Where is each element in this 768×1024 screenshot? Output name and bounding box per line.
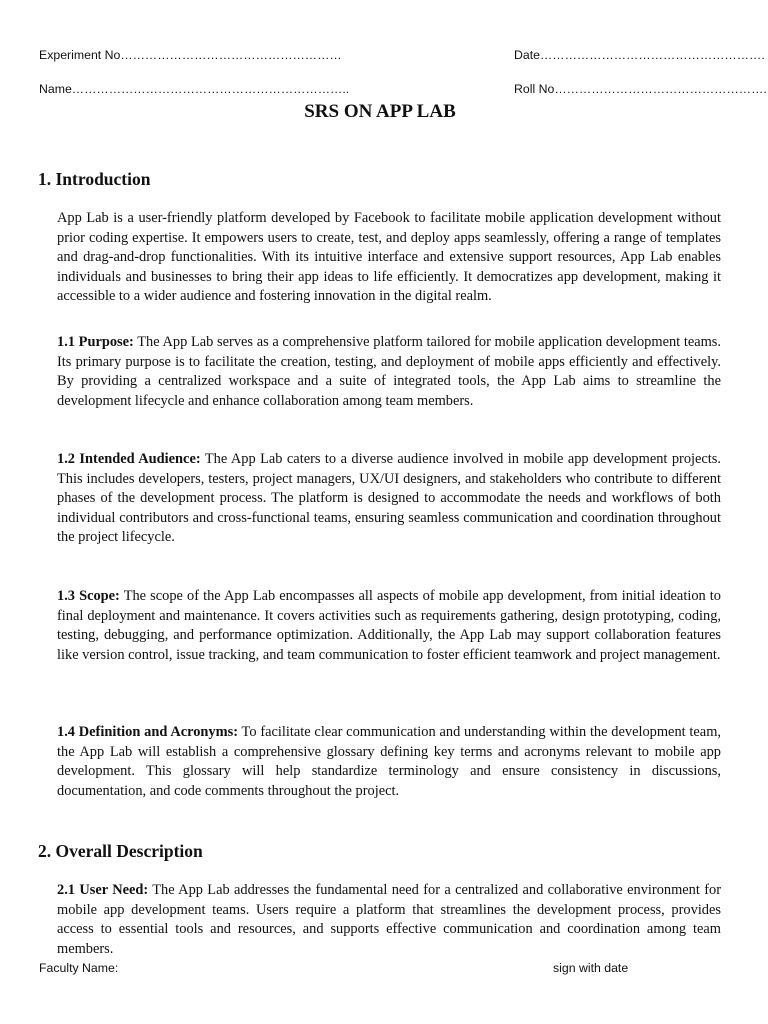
faculty-name-field: Faculty Name: [39, 961, 119, 975]
roll-number-field: Roll No……………………………………………. [514, 82, 767, 96]
intended-audience-label: 1.2 Intended Audience: [57, 451, 201, 467]
section-heading-overall-description: 2. Overall Description [38, 841, 203, 861]
scope-text: The scope of the App Lab encompasses all aspects of mobile app development, from initial ideation to final deployment and maintenance. It covers activities such as requirements gathering, design prototyping, coding, testing, debugging, and performance optimization. Additionally, the App Lab may support collaboration features like version control, issue tracking, and team communication to foster efficient teamwork and project management. [57, 588, 721, 663]
purpose-paragraph [57, 333, 721, 411]
definitions-text: To facilitate clear communication and understanding within the development team, the App Lab will establish a comprehensive glossary defining key terms and acronyms relevant to mobile app development. This glossary will help standardize terminology and ensure consistency in discussions, documentation, and code comments throughout the project. [57, 724, 721, 799]
definitions-label: 1.4 Definition and Acronyms: [57, 724, 239, 740]
sign-with-date-field: sign with date [553, 961, 629, 975]
document-title: SRS ON APP LAB [304, 101, 456, 122]
date-field: Date………………………………………………. [514, 48, 765, 62]
name-field: Name………………………………………………………….. [39, 82, 350, 96]
experiment-number-field: Experiment No……………………………………………… [39, 48, 342, 62]
user-need-label: 2.1 User Need: [57, 882, 149, 898]
introduction-paragraph: App Lab is a user-friendly platform developed by Facebook to facilitate mobile application development without prior coding expertise. It empowers users to create, test, and deploy apps seamlessly, offering a range of templates and drag-and-drop functionalities. With its intuitive interface and extensive support resources, App Lab enables individuals and businesses to bring their app ideas to life efficiently. It democratizes app development, making it accessible to a wider audience and fostering innovation in the digital realm. [57, 210, 721, 304]
scope-paragraph [57, 587, 721, 665]
purpose-label: 1.1 Purpose: [57, 334, 134, 350]
user-need-paragraph [57, 881, 721, 959]
definitions-paragraph [57, 723, 721, 801]
purpose-text: The App Lab serves as a comprehensive platform tailored for mobile application development teams. Its primary purpose is to facilitate the creation, testing, and deployment of mobile apps efficiently and effectively. By providing a centralized workspace and a suite of integrated tools, the App Lab aims to streamline the development lifecycle and enhance collaboration among team members. [57, 334, 721, 409]
user-need-text: The App Lab addresses the fundamental need for a centralized and collaborative environment for mobile app development teams. Users require a platform that streamlines the development process, provides access to essential tools and resources, and supports effective communication and coordination among team members. [57, 882, 721, 957]
intended-audience-paragraph [57, 450, 721, 548]
section-heading-introduction: 1. Introduction [38, 169, 151, 189]
intended-audience-text: The App Lab caters to a diverse audience involved in mobile app development projects. This includes developers, testers, project managers, UX/UI designers, and stakeholders who contribute to different phases of the development process. The platform is designed to accommodate the needs and workflows of both individual contributors and cross-functional teams, ensuring seamless communication and coordination throughout the project lifecycle. [57, 451, 722, 545]
scope-label: 1.3 Scope: [57, 588, 120, 604]
